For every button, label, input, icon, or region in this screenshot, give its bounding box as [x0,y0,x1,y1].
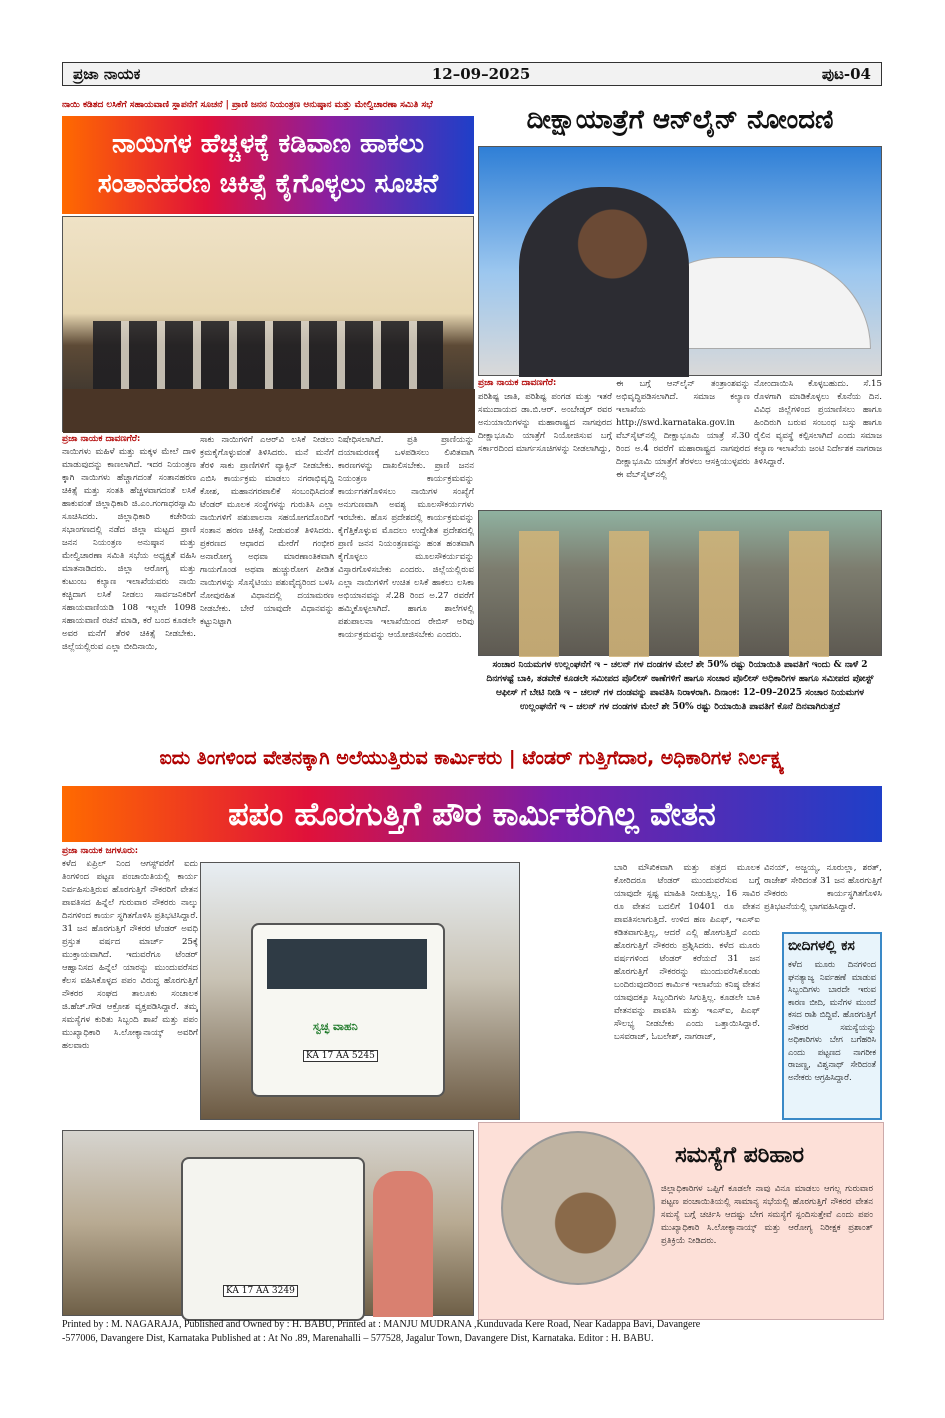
sidebox [782,932,882,1120]
imprint-line-1: Printed by : M. NAGARAJA, Published and Owned by : H. BABU, Printed at : MANJU MUDRANA ,Kunduvada Kere Road, Near Kadappa Bavi, Davangere [62,1319,701,1330]
story2-col1-text: ಪರಿಶಿಷ್ಟ ಜಾತಿ, ಪರಿಶಿಷ್ಟ ಪಂಗಡ ಮತ್ತು ಇತರೆ ಸಮುದಾಯದ ಡಾ.ಬಿ.ಆರ್. ಅಂಬೇಡ್ಕರ್ ರವರ ಅನುಯಾಯಿಗಳನ್ನು ಮಹಾರಾಷ್ಟ್ರದ ನಾಗಪುರದ ದೀಕ್ಷಾಭೂಮಿ ಯಾತ್ರೆಗೆ ನಿಯೋಜಿಸುವ ಬಗ್ಗೆ ಸರ್ಕಾರದಿಂದ ಮಾರ್ಗಸೂಚಿಗಳನ್ನು ನೀಡಲಾಗಿದ್ದು, [478,392,612,454]
story4-headline: ಪಪಂ ಹೊರಗುತ್ತಿಗೆ ಪೌರ ಕಾರ್ಮಿಕರಿಗಿಲ್ಲ ವೇತನ [62,786,882,842]
story4-kicker: ಪ್ರಜಾ ನಾಯಕ ಜಗಳೂರು: [62,846,139,856]
ambedkar-photo [478,146,882,376]
story1-headline-line2: ಸಂತಾನಹರಣ ಚಿಕಿತ್ಸೆ ಕೈಗೊಳ್ಳಲು ಸೂಚನೆ [97,169,439,199]
van-windshield [267,939,427,989]
story2-column-3 [754,378,882,505]
story4-column-2 [614,862,760,1120]
monkey-photo [501,1131,655,1285]
issue-date: 12–09–2025 [431,65,531,83]
traffic-police-photo [478,510,882,656]
meeting-photo [62,216,474,432]
solution-text: ಜಿಲ್ಲಾಧಿಕಾರಿಗಳ ಒಪ್ಪಿಗೆ ಕೂಡಲೇ ನಾವು ವಿನೂ ಮಾಡಲು ಆಗಲ್ಲ ಗುರುವಾರ ಪಟ್ಟಣ ಪಂಚಾಯಿತಿಯಲ್ಲಿ ಸಾಮಾನ್ಯ ಸಭೆಯಲ್ಲಿ ಹೊರಗುತ್ತಿಗೆ ನೌಕರರ ವೇತನ ಸಮಸ್ಯೆ ಬಗ್ಗೆ ಚರ್ಚಿಸಿ ಆದಷ್ಟು ಬೇಗ ಸಮಸ್ಯೆಗೆ ಸ್ಪಂದಿಸುತ್ತೇವೆ ಎಂದು ಪಪಂ ಮುಖ್ಯಾಧಿಕಾರಿ ಸಿ.ಲೋಕ್ಯಾನಾಯ್ಕ್ ಮತ್ತು ಆರೋಗ್ಯ ನಿರೀಕ್ಷಕ ಪ್ರಶಾಂತ್ ಪ್ರತಿಕ್ರಿಯೆ ನೀಡಿದರು. [661,1184,873,1246]
imprint-line-2: -577006, Davangere Dist, Karnataka Published at : At No .89, Marenahalli – 577528, Jagalur Town, Davangere Dist, Karnataka. Editor : H. BABU. [62,1333,654,1344]
sidebox-title: ಬೀದಿಗಳಲ್ಲಿ ಕಸ [788,938,855,954]
sidebox-text: ಕಳೆದ ಮೂರು ದಿನಗಳಿಂದ ಘನತ್ಯಾಜ್ಯ ನಿರ್ವಹಣೆ ಮಾಡುವ ಸಿಬ್ಬಂದಿಗಳು ಬಾರದೇ ಇರುವ ಕಾರಣ ಬೀದಿ, ಮನೆಗಳ ಮುಂದೆ ಕಸದ ರಾಶಿ ಬಿದ್ದಿವೆ. ಹೊರಗುತ್ತಿಗೆ ನೌಕರರ ಸಮಸ್ಯೆಯನ್ನು ಅಧಿಕಾರಿಗಳು ಬೇಗ ಬಗೆಹರಿಸಿ ಎಂದು ಪಟ್ಟಣದ ನಾಗರೀಕ ರಾಜಣ್ಣ, ವಿಶ್ವನಾಥ್ ಸೇರಿದಂತೆ ಅನೇಕರು ಆಗ್ರಹಿಸಿದ್ದಾರೆ. [788,959,876,1082]
solution-title: ಸಮಸ್ಯೆಗೆ ಪರಿಹಾರ [675,1143,805,1168]
van-plate: KA 17 AA 5245 [303,1050,378,1062]
story1-headline-line1: ನಾಯಿಗಳ ಹೆಚ್ಚಳಕ್ಕೆ ಕಡಿವಾಣ ಹಾಕಲು [111,129,424,159]
portrait-figure [519,187,689,377]
story2-kicker: ಪ್ರಜಾ ನಾಯಕ ದಾವಣಗೆರೆ: [478,378,557,388]
worker-figure [373,1171,433,1317]
table [63,389,475,433]
story1-col3-text: ನಿಷೇಧಿಸಲಾಗಿದೆ. ಪ್ರತಿ ಪ್ರಾಣಿಯನ್ನು ದಯಾಮರಣಕ್ಕೆ ಒಳಪಡಿಸಲು ಲಿಖಿತವಾಗಿ ಕಾರಣಗಳನ್ನು ದಾಖಲಿಸಬೇಕು. ಪ್ರಾಣಿ ಜನನ ನಿಯಂತ್ರಣ ಕಾರ್ಯಕ್ರಮವನ್ನು ಕಾರ್ಯಗತಗೊಳಿಸಲು ನಾಯಿಗಳ ಸಂಖ್ಯೆಗೆ ಅನುಗುಣವಾಗಿ ಅವಶ್ಯ ಮೂಲಸೌಕರ್ಯಗಳು ಇರಬೇಕು. ಹೊಸ ಪ್ರದೇಶದಲ್ಲಿ ಕಾರ್ಯಕ್ರಮವನ್ನು ಕೈಗೆತ್ತಿಕೊಳ್ಳುವ ಮೊದಲು ಉದ್ದೇಶಿತ ಪ್ರದೇಶದಲ್ಲಿ ಪ್ರಾಣಿ ಜನನ ನಿಯಂತ್ರಣವನ್ನು ಹಂತ ಹಂತವಾಗಿ ಕೈಗೊಳ್ಳಲು ಮೂಲಸೌಕರ್ಯವನ್ನು ವಿಸ್ತಾರಗೊಳಿಸಬೇಕು ಎಂದರು. ಜಿಲ್ಲೆಯಲ್ಲಿರುವ ಎಲ್ಲಾ ನಾಯಿಗಳಿಗೆ ಉಚಿತ ಲಸಿಕೆ ಹಾಕಲು ಲಸಿಕಾ ಅಭಿಯಾನವನ್ನು ಸೆ.28 ರಿಂದ ಅ.27 ರವರೆಗೆ ಹಮ್ಮಿಕೊಳ್ಳಲಾಗಿದೆ. ಹಾಗೂ ಶಾಲೆಗಳಲ್ಲಿ ಪಶುಪಾಲನಾ ಇಲಾಖೆಯಿಂದ ರೇಬಿಸ್ ಅರಿವು ಕಾರ್ಯಕ್ರಮವನ್ನು ಆಯೋಜಿಸಬೇಕು ಎಂದರು. [338,435,474,640]
page-number: ಪುಟ-04 [821,65,871,83]
story2-column-2 [616,378,750,505]
story1-kicker: ಪ್ರಜಾ ನಾಯಕ ದಾವಣಗೆರೆ: [62,434,141,444]
story2-col2-text: ಈ ಬಗ್ಗೆ ಆನ್‌ಲೈನ್ ತಂತ್ರಾಂಶವನ್ನು ಅಭಿವೃದ್ಧಿಪಡಿಸಲಾಗಿದೆ. ಸಮಾಜ ಕಲ್ಯಾಣ ಇಲಾಖೆಯ http://swd.karnataka.gov.in ವೆಬ್‌ಸೈಟ್‌ನಲ್ಲಿ ದೀಕ್ಷಾಭೂಮಿ ಯಾತ್ರೆ ಸೆ.30 ರಿಂದ ಅ.4 ರವರೆಗೆ ಮಹಾರಾಷ್ಟ್ರದ ನಾಗಪುರದ ದೀಕ್ಷಾಭೂಮಿ ಯಾತ್ರೆಗೆ ತೆರಳಲು ಆಸಕ್ತಿಯುಳ್ಳವರು ಈ ವೆಬ್‌ಸೈಟ್‌ನಲ್ಲಿ [616,379,750,480]
garbage-van-photo [200,862,520,1120]
story1-column-1 [62,446,196,738]
story1-tagline: ನಾಯಿ ಕಡಿತದ ಲಸಿಕೆಗೆ ಸಹಾಯವಾಣಿ ಸ್ಥಾಪನೆಗೆ ಸೂಚನೆ | ಪ್ರಾಣಿ ಜನನ ನಿಯಂತ್ರಣ ಅನುಷ್ಠಾನ ಮತ್ತು ಮೇಲ್ವಿಚಾರಣಾ ಸಮಿತಿ ಸಭೆ [62,100,433,110]
van-label: ಸ್ವಚ್ಛ ವಾಹನಿ [313,1020,358,1033]
traffic-caption-text: ಸಂಚಾರ ನಿಯಮಗಳ ಉಲ್ಲಂಘನೆಗೆ ಇ – ಚಲನ್ ಗಳ ದಂಡಗಳ ಮೇಲೆ ಶೇ 50% ರಷ್ಟು ರಿಯಾಯಿತಿ ಪಾವತಿಗೆ ಇಂದು & ನಾಳೆ 2 ದಿನಗಳಷ್ಟೆ ಬಾಕಿ, ತಡವೇಕೆ ಕೂಡಲೇ ಸಮೀಪದ ಪೊಲೀಸ್ ಠಾಣೆಗಳಿಗೆ ಹಾಗೂ ಸಂಚಾರ ಪೊಲೀಸ್ ಅಧಿಕಾರಿಗಳ ಹಾಗೂ ಸಮೀಪದ ಪೋಸ್ಟ್ ಆಫೀಸ್ ಗೆ ಬೇಟಿ ನೀಡಿ ಇ – ಚಲನ್ ಗಳ ದಂಡವನ್ನು ಪಾವತಿಸಿ ನಿರಾಳರಾಗಿ. ದಿನಾಂಕ: 12–09–2025 ಸಂಚಾರ ನಿಯಮಗಳ ಉಲ್ಲಂಘನೆಗೆ ಇ – ಚಲನ್ ಗಳ ದಂಡಗಳ ಮೇಲೆ ಶೇ 50% ರಷ್ಟು ರಿಯಾಯಿತಿ ಪಾವತಿಗೆ ಕೊನೆ ದಿನವಾಗಿರುತ್ತದೆ [486,660,874,712]
story1-col1-text: ನಾಯಿಗಳು ಮಹಿಳೆ ಮತ್ತು ಮಕ್ಕಳ ಮೇಲೆ ದಾಳಿ ಮಾಡುವುದನ್ನು ಕಾಣಲಾಗಿದೆ. ಇದರ ನಿಯಂತ್ರಣ ಕ್ಕಾಗಿ ನಾಯಿಗಳು ಹೆಚ್ಚಾಗದಂತೆ ಸಂತಾನಹರಣ ಚಿಕಿತ್ಸೆ ಮತ್ತು ಸಂತತಿ ಹೆಚ್ಚಳವಾಗದಂತೆ ಲಸಿಕೆ ಹಾಕುವಂತೆ ಜಿಲ್ಲಾಧಿಕಾರಿ ಜಿ.ಎಂ.ಗಂಗಾಧರಸ್ವಾಮಿ ಸೂಚಿಸಿದರು. ಜಿಲ್ಲಾಧಿಕಾರಿ ಕಚೇರಿಯ ಸಭಾಂಗಣದಲ್ಲಿ ನಡೆದ ಜಿಲ್ಲಾ ಮಟ್ಟದ ಪ್ರಾಣಿ ಜನನ ನಿಯಂತ್ರಣ ಅನುಷ್ಠಾನ ಮತ್ತು ಮೇಲ್ವಿಚಾರಣಾ ಸಮಿತಿ ಸಭೆಯ ಅಧ್ಯಕ್ಷತೆ ವಹಿಸಿ ಮಾತನಾಡಿದರು. ಜಿಲ್ಲಾ ಆರೋಗ್ಯ ಮತ್ತು ಕುಟುಂಬ ಕಲ್ಯಾಣ ಇಲಾಖೆಯವರು ನಾಯಿ ಕಚ್ಚಿದಾಗ ಲಸಿಕೆ ನೀಡಲು ಸಾರ್ವಜನಿಕರಿಗೆ ಸಹಾಯವಾಣಿಯಡಿ 108 ಇಲ್ಲವೇ 1098 ಸಹಾಯವಾಣಿ ರಚನೆ ಮಾಡಿ, ಕರೆ ಬಂದ ಕೂಡಲೇ ಅವರ ಮನೆಗೆ ತೆರಳಿ ಚಿಕಿತ್ಸೆ ನೀಡಬೇಕು. ಜಿಲ್ಲೆಯಲ್ಲಿರುವ ಎಲ್ಲಾ ಬೀದಿನಾಯಿ, [62,447,196,652]
traffic-caption [478,658,882,728]
story4-col2-text: ಬಾರಿ ಮೌಖಿಕವಾಗಿ ಮತ್ತು ಪತ್ರದ ಮೂಲಕ ಕೋರಿದರೂ ಟೆಂಡರ್ ಮುಂದುವರೆಸುವ ಬಗ್ಗೆ ಯಾವುದೇ ಸ್ಪಷ್ಟ ಮಾಹಿತಿ ನೀಡುತ್ತಿಲ್ಲ. 16 ಸಾವಿರ ರೂ ವೇತನ ಬದಲಿಗೆ 10401 ರೂ ವೇತನ ಪಾವತಿಸಲಾಗುತ್ತಿದೆ. ಉಳಿದ ಹಣ ಪಿಎಫ್, ಇಎಸ್‌ಐ ಕಡಿತವಾಗುತ್ತಿಲ್ಲ, ಆದರೆ ಎಲ್ಲಿ ಹೋಗುತ್ತಿದೆ ಎಂದು ಹೊರಗುತ್ತಿಗೆ ನೌಕರರು ಪ್ರಶ್ನಿಸಿದರು. ಕಳೆದ ಮೂರು ವರ್ಷಗಳಿಂದ ಟೆಂಡರ್ ಕರೆಯದೆ 31 ಜನ ಹೊರಗುತ್ತಿಗೆ ನೌಕರರನ್ನು ಮುಂದುವರೆಸಿಕೊಂಡು ಬಂದಿರುವುದರಿಂದ ಕಾರ್ಮಿಕ ಇಲಾಖೆಯ ಕನಿಷ್ಠ ವೇತನ ಯಾವುದಕ್ಕೂ ಸಿಬ್ಬಂದಿಗಳು ಸಿಗುತ್ತಿಲ್ಲ. ಕೂಡಲೇ ಬಾಕಿ ವೇತನವನ್ನು ಪಾವತಿಸಿ ಮತ್ತು ಇಎಸ್‌ಐ, ಪಿಎಫ್ ಸೌಲಭ್ಯ ನೀಡಬೇಕು ಎಂದು ಒತ್ತಾಯಿಸಿದ್ದಾರೆ. ಬಸವರಾಜ್, ಓಬಲೇಶ್, ನಾಗರಾಜ್, [614,863,760,1042]
masthead [62,62,882,86]
van-body [251,923,445,1097]
story4-subhead: ಐದು ತಿಂಗಳಿಂದ ವೇತನಕ್ಕಾಗಿ ಅಲೆಯುತ್ತಿರುವ ಕಾರ್ಮಿಕರು | ಟೆಂಡರ್ ಗುತ್ತಿಗೆದಾರ, ಅಧಿಕಾರಿಗಳ ನಿರ್ಲಕ್ಷ್ಯ [159,747,785,769]
newspaper-name: ಪ್ರಜಾ ನಾಯಕ [73,65,141,83]
officials-row [93,321,443,391]
van-front-plate: KA 17 AA 3249 [223,1285,298,1297]
story4-col3-text: ವಿನಯ್, ಅಜ್ಜಯ್ಯ, ನೂರುಲ್ಲಾ, ಶರತ್, ರಾಜೇಶ್ ಸೇರಿದಂತೆ 31 ಜನ ಹೊರಗುತ್ತಿಗೆ ನೌಕರರು ಕಾರ್ಯಸ್ಥಗಿತಗೊಳಿಸಿ ಪ್ರತಿಭಟನೆಯಲ್ಲಿ ಭಾಗವಹಿಸಿದ್ದಾರೆ. [764,863,882,912]
story1-headline [62,116,474,214]
story1-column-3 [338,434,474,738]
story4-column-3 [764,862,882,928]
van-front [181,1157,365,1321]
story2-column-1 [478,391,612,505]
imprint-footer [62,1318,882,1346]
story1-column-2 [200,434,334,738]
workers-photo [62,1130,474,1316]
story4-col1-text: ಕಳೆದ ಏಪ್ರಿಲ್ ನಿಂದ ಆಗಸ್ಟ್‌ವರೆಗೆ ಐದು ತಿಂಗಳಿಂದ ಪಟ್ಟಣ ಪಂಚಾಯಿತಿಯಲ್ಲಿ ಕಾರ್ಯ ನಿರ್ವಹಿಸುತ್ತಿರುವ ಹೊರಗುತ್ತಿಗೆ ನೌಕರರಿಗೆ ವೇತನ ಪಾವತಿಸದ ಹಿನ್ನೆಲೆ ಗುರುವಾರ ನೌಕರರು ನಾಲ್ಕು ದಿನಗಳಿಂದ ಕಾರ್ಯ ಸ್ಥಗಿತಗೊಳಿಸಿ ಪ್ರತಿಭಟಿಸಿದ್ದಾರೆ. 31 ಜನ ಹೊರಗುತ್ತಿಗೆ ನೌಕರರ ಟೆಂಡರ್ ಅವಧಿ ಪ್ರಸ್ತುತ ವರ್ಷದ ಮಾರ್ಚ್ 25ಕ್ಕೆ ಮುಕ್ತಾಯವಾಗಿದೆ. ಇದುವರೆಗೂ ಟೆಂಡರ್ ಆಹ್ವಾನಿಸದ ಹಿನ್ನೆಲೆ ಯಾರನ್ನು ಮುಂದುವರೆಸದ ಕೆಲಸ ವಹಿಸಿಕೊಳ್ಳದ ಪಪಂ ವಿರುದ್ಧ ಹೊರಗುತ್ತಿಗೆ ನೌಕರರ ಸಂಘದ ತಾಲೂಕು ಸಂಚಾಲಕ ಜಿ.ಹೆಚ್.ಗೌಡ ಆಕ್ರೋಶ ವ್ಯಕ್ತಪಡಿಸಿದ್ದಾರೆ. ತಮ್ಮ ಸಮಸ್ಯೆಗಳ ಕುರಿತು ಸಿಬ್ಬಂದಿ ಶಾಖೆ ಮತ್ತು ಪಪಂ ಮುಖ್ಯಾಧಿಕಾರಿ ಸಿ.ಲೋಕ್ಯಾನಾಯ್ಕ್ ಅವರಿಗೆ ಹಲವಾರು [62,859,198,1051]
police-officers [519,531,849,657]
story2-col3-text: ನೋಂದಾಯಿಸಿ ಕೊಳ್ಳಬಹುದು. ಸೆ.15 ರೊಳಗಾಗಿ ಮಾಡಿಕೊಳ್ಳಲು ಕೊನೆಯ ದಿನ. ವಿವಿಧ ಜಿಲ್ಲೆಗಳಿಂದ ಪ್ರಯಾಣಿಸಲು ಹಾಗೂ ಹಿಂದಿರುಗಿ ಬರುವ ಸಂಬಂಧ ಬಸ್ಸು ಹಾಗೂ ರೈಲಿನ ವ್ಯವಸ್ಥೆ ಕಲ್ಪಿಸಲಾಗಿದೆ ಎಂದು ಸಮಾಜ ಕಲ್ಯಾಣ ಇಲಾಖೆಯ ಜಂಟಿ ನಿರ್ದೇಶಕ ನಾಗರಾಜ ತಿಳಿಸಿದ್ದಾರೆ. [754,379,882,467]
solution-box [478,1122,884,1320]
story2-headline: ದೀಕ್ಷಾಯಾತ್ರೆಗೆ ಆನ್‌ಲೈನ್ ನೋಂದಣಿ [526,105,834,135]
story4-column-1 [62,858,198,1120]
story1-col2-text: ಸಾಕು ನಾಯಿಗಳಿಗೆ ಎಆರ್‌ವಿ ಲಸಿಕೆ ನೀಡಲು ಕ್ರಮಕೈಗೊಳ್ಳುವಂತೆ ತಿಳಿಸಿದರು. ಮನೆ ಮನೆಗೆ ತೆರಳಿ ಸಾಕು ಪ್ರಾಣಿಗಳಿಗೆ ವ್ಯಾಕ್ಸಿನ್ ನೀಡಬೇಕು. ಎಬಿಸಿ ಕಾರ್ಯಕ್ರಮ ಮಾಡಲು ನಗರಾಭಿವೃದ್ದಿ ಕೋಶ, ಮಹಾನಗರಪಾಲಿಕೆ ಸಂಬಂಧಿಸಿದಂತೆ ಟೆಂಡರ್ ಮೂಲಕ ಸಂಸ್ಥೆಗಳನ್ನು ಗುರುತಿಸಿ ಎಲ್ಲಾ ನಾಯಿಗಳಿಗೆ ಪಶುಪಾಲನಾ ಸಹಯೋಗದೊಂದಿಗೆ ಸಂತಾನ ಹರಣ ಚಿಕಿತ್ಸೆ ನೀಡುವಂತೆ ತಿಳಿಸಿದರು. ಪ್ರಕರಣದ ಆಧಾರದ ಮೇರೆಗೆ ಗಂಭೀರ ಅನಾರೋಗ್ಯ ಅಥವಾ ಮಾರಣಾಂತಿಕವಾಗಿ ಗಾಯಗೊಂಡ ಅಥವಾ ಹುಚ್ಚುರೋಗ ಪೀಡಿತ ನಾಯಿಗಳನ್ನು ಸೊಸೈಟಿಯು ಪಶುವೈದ್ಯರಿಂದ ಬಳಸಿ ನೋವುರಹಿತ ವಿಧಾನದಲ್ಲಿ ದಯಾಮರಣ ನೀಡಬೇಕು. ಬೇರೆ ಯಾವುದೇ ವಿಧಾನವನ್ನು ಕಟ್ಟುನಿಟ್ಟಾಗಿ [200,435,334,627]
